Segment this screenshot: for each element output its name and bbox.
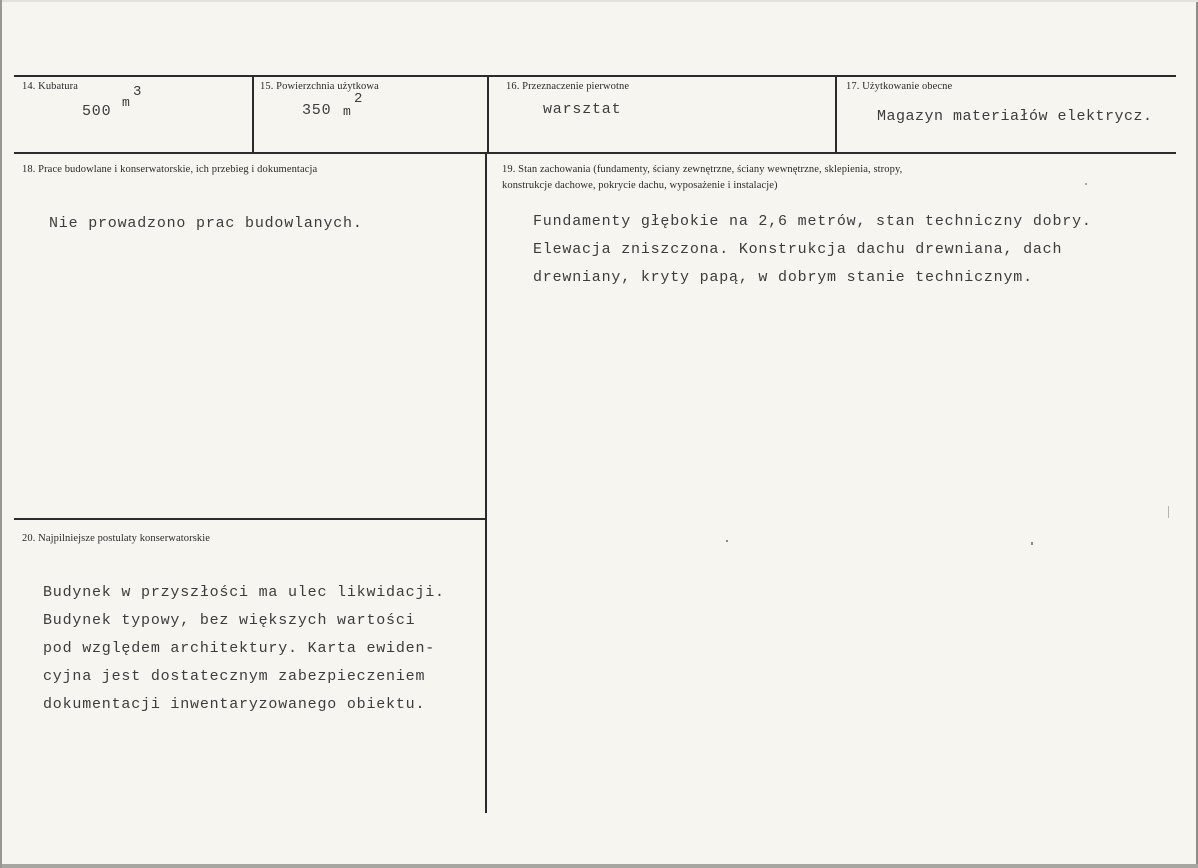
kubatura-label: 14. Kubatura (22, 81, 79, 92)
row1-divider-1 (252, 75, 254, 154)
stan-line: Elewacja zniszczona. Konstrukcja dachu drewniana, dach (533, 241, 1063, 258)
postulaty-line: dokumentacji inwentaryzowanego obiektu. (43, 696, 426, 713)
scan-edge-top (2, 0, 1198, 2)
stan-label-line1: 19. Stan zachowania (fundamenty, ściany zewnętrzne, ściany wewnętrzne, sklepienia, stropy, (502, 164, 903, 175)
postulaty-line: pod względem architektury. Karta ewiden- (43, 640, 436, 657)
section18-bottom-rule (14, 518, 485, 520)
postulaty-line: cyjna jest dostatecznym zabezpieczeniem (43, 668, 426, 685)
kubatura-unit: m (122, 95, 130, 110)
przeznaczenie-value: warsztat (543, 101, 622, 118)
kubatura-exponent: 3 (133, 84, 142, 100)
scan-speck (1168, 506, 1169, 518)
scan-speck (726, 540, 728, 542)
stan-text (533, 208, 1092, 292)
kubatura-value: 500 (82, 103, 112, 120)
postulaty-label: 20. Najpilniejsze postulaty konserwatorskie (22, 533, 211, 544)
row1-divider-3 (835, 75, 837, 154)
postulaty-text (43, 579, 445, 719)
scan-speck (1085, 183, 1087, 185)
przeznaczenie-label: 16. Przeznaczenie pierwotne (506, 81, 630, 92)
powierzchnia-label: 15. Powierzchnia użytkowa (260, 81, 379, 92)
stan-line: Fundamenty głębokie na 2,6 metrów, stan techniczny dobry. (533, 213, 1092, 230)
scan-edge-bottom (2, 864, 1198, 868)
row1-divider-2 (487, 75, 489, 154)
postulaty-line: Budynek w przyszłości ma ulec likwidacji. (43, 584, 445, 601)
stan-label-line2: konstrukcje dachowe, pokrycie dachu, wyposażenie i instalacje) (502, 180, 778, 191)
prace-label: 18. Prace budowlane i konserwatorskie, ich przebieg i dokumentacja (22, 164, 318, 175)
stan-line: drewniany, kryty papą, w dobrym stanie technicznym. (533, 269, 1033, 286)
uzytkowanie-value: Magazyn materiałów elektrycz. (877, 108, 1153, 125)
prace-value: Nie prowadzono prac budowlanych. (49, 215, 363, 232)
main-column-divider (485, 152, 487, 813)
powierzchnia-value: 350 (302, 102, 332, 119)
scan-speck (1031, 542, 1033, 545)
uzytkowanie-label: 17. Użytkowanie obecne (846, 81, 953, 92)
row1-bottom-rule (14, 152, 1176, 154)
powierzchnia-unit: m (343, 104, 351, 119)
top-rule (14, 75, 1176, 77)
powierzchnia-exponent: 2 (354, 91, 363, 107)
postulaty-line: Budynek typowy, bez większych wartości (43, 612, 416, 629)
